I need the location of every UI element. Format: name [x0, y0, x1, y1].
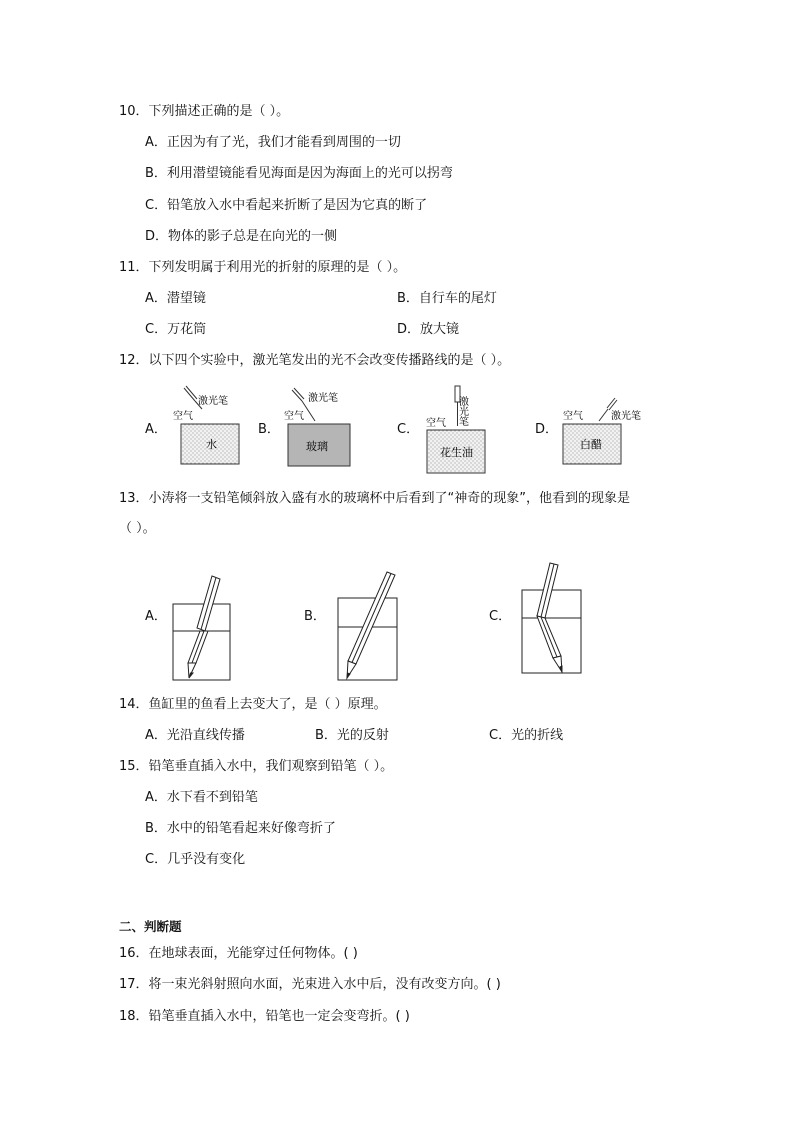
q12-a-air-label: 空气	[173, 411, 193, 422]
q12-d-medium-label: 白醋	[580, 438, 602, 451]
q12-figure-b	[284, 388, 350, 466]
q12-figure-a	[173, 386, 239, 464]
q12-d-air-label: 空气	[563, 411, 583, 422]
q12-d-pen-label: 激光笔	[611, 411, 641, 422]
q11-stem: 11．下列发明属于利用光的折射的原理的是（ ）。	[119, 260, 407, 275]
q12-a-medium-label: 水	[206, 438, 217, 451]
q12-label-b: B．	[258, 422, 280, 437]
q13-figure-a	[173, 576, 230, 680]
q12-figures	[0, 380, 794, 480]
q14-option-c: C．光的折线	[489, 728, 564, 743]
q11-option-a: A．潜望镜	[145, 291, 206, 306]
q14-option-a: A．光沿直线传播	[145, 728, 245, 743]
q12-stem: 12．以下四个实验中，激光笔发出的光不会改变传播路线的是（ ）。	[119, 353, 511, 368]
q13-label-c: C．	[489, 609, 512, 624]
q12-c-medium-label: 花生油	[440, 446, 473, 459]
q10-option-c: C．铅笔放入水中看起来折断了是因为它真的断了	[145, 198, 428, 213]
q15-option-a: A．水下看不到铅笔	[145, 790, 258, 805]
q18-statement: 18．铅笔垂直插入水中，铅笔也一定会变弯折。( )	[119, 1009, 410, 1024]
q12-label-a: A．	[145, 422, 167, 437]
q17-statement: 17．将一束光斜射照向水面，光束进入水中后，没有改变方向。( )	[119, 977, 501, 992]
q13-label-a: A．	[145, 609, 167, 624]
q10-option-a: A．正因为有了光，我们才能看到周围的一切	[145, 135, 401, 150]
q12-label-c: C．	[397, 422, 420, 437]
q11-option-b: B．自行车的尾灯	[397, 291, 497, 306]
q13-stem-blank: （ ）。	[119, 521, 156, 536]
q12-b-air-label: 空气	[284, 411, 304, 422]
q12-a-pen-label: 激光笔	[198, 396, 228, 407]
q14-stem: 14．鱼缸里的鱼看上去变大了，是（ ）原理。	[119, 697, 387, 712]
q13-figures	[0, 560, 794, 690]
q12-label-d: D．	[535, 422, 559, 437]
q15-option-b: B．水中的铅笔看起来好像弯折了	[145, 821, 336, 836]
q12-c-pen-label: 激光笔	[456, 396, 468, 426]
q11-option-c: C．万花筒	[145, 322, 207, 337]
q12-figure-d	[563, 398, 641, 464]
q12-b-pen-label: 激光笔	[308, 393, 338, 404]
q10-stem: 10．下列描述正确的是（ ）。	[119, 104, 290, 119]
q13-stem: 13．小涛将一支铅笔倾斜放入盛有水的玻璃杯中后看到了“神奇的现象”，他看到的现象是	[119, 491, 631, 506]
q11-option-d: D．放大镜	[397, 322, 460, 337]
q12-figure-c	[426, 386, 485, 473]
q15-option-c: C．几乎没有变化	[145, 852, 246, 867]
q12-b-medium-label: 玻璃	[306, 440, 328, 453]
q10-option-d: D．物体的影子总是在向光的一侧	[145, 229, 338, 244]
q14-option-b: B．光的反射	[315, 728, 389, 743]
q16-statement: 16．在地球表面，光能穿过任何物体。( )	[119, 946, 358, 961]
q13-label-b: B．	[304, 609, 326, 624]
q12-c-air-label: 空气	[426, 418, 446, 429]
q13-figure-c	[522, 563, 581, 673]
q13-figure-b	[338, 572, 397, 680]
q15-stem: 15．铅笔垂直插入水中，我们观察到铅笔（ ）。	[119, 759, 394, 774]
q10-option-b: B．利用潜望镜能看见海面是因为海面上的光可以拐弯	[145, 166, 453, 181]
section-heading-judgement: 二、判断题	[119, 919, 182, 934]
